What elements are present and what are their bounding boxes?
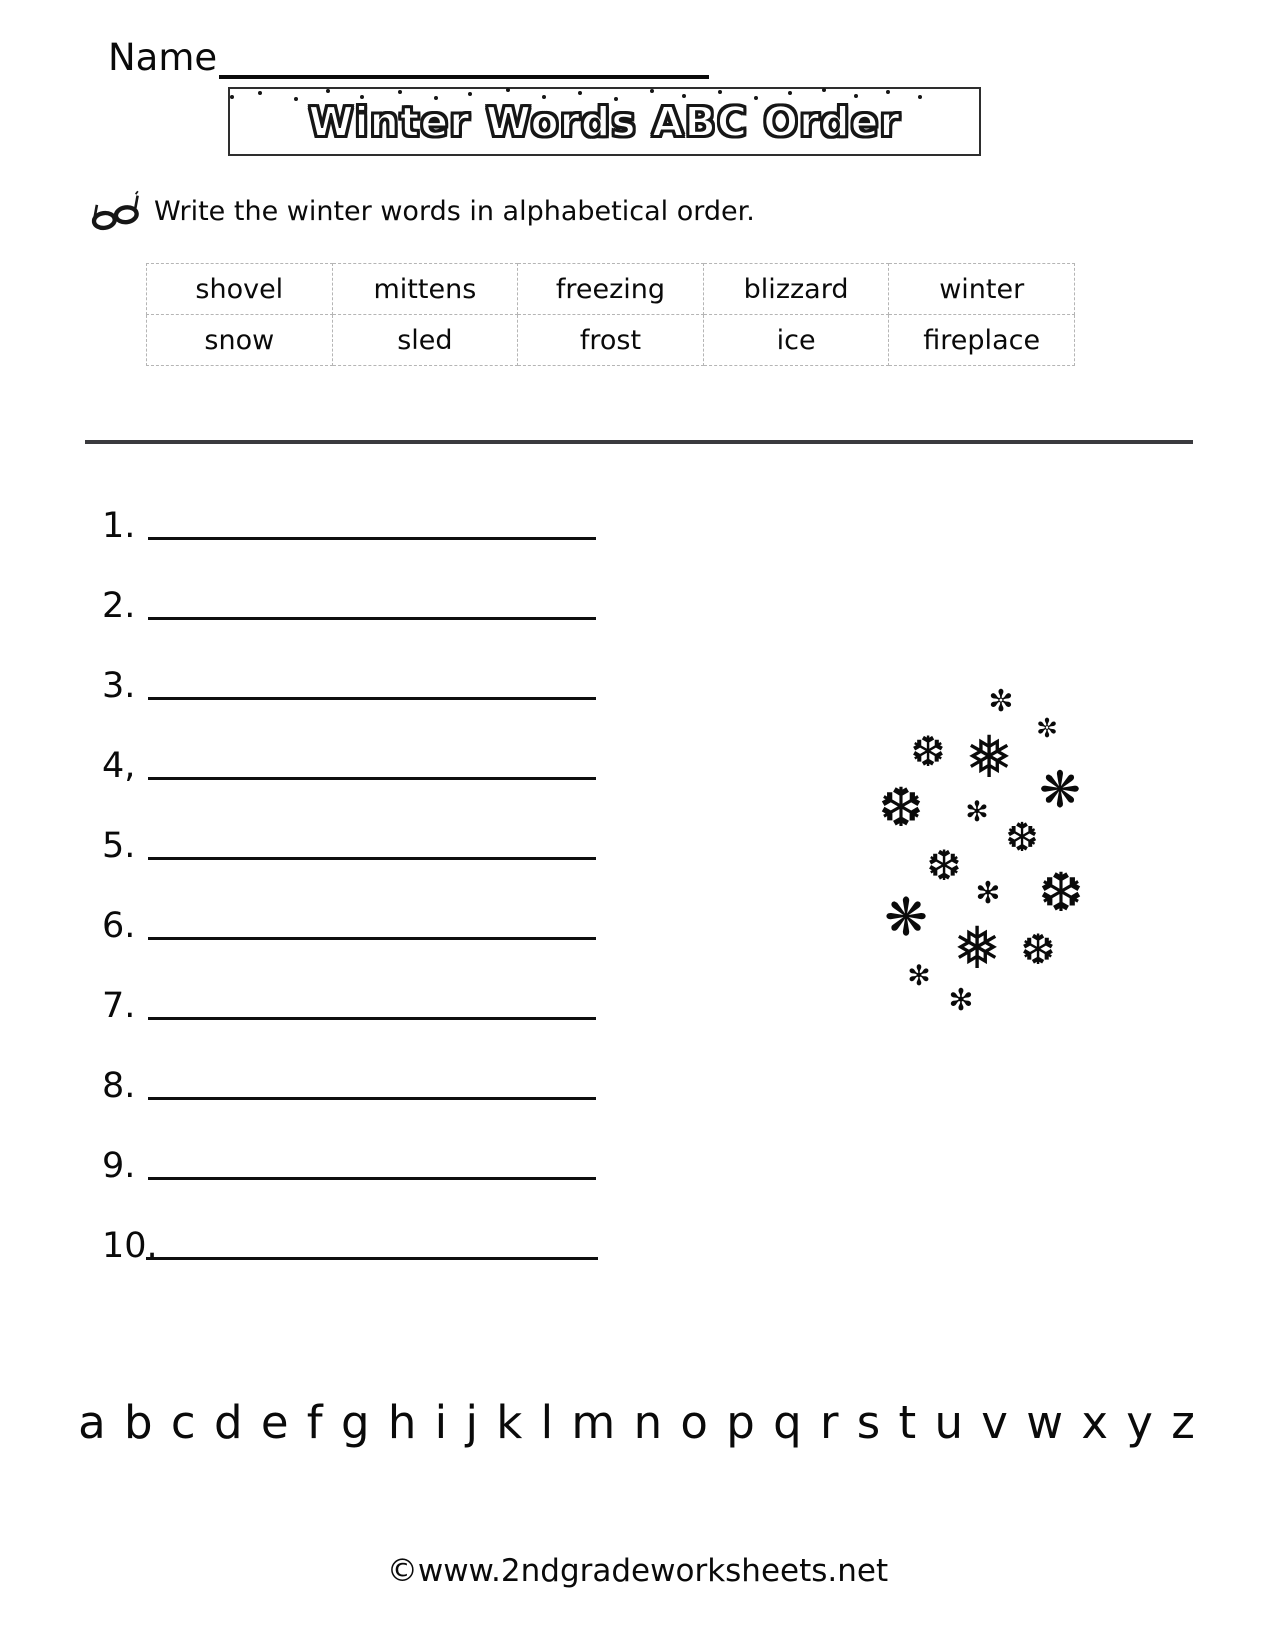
page-title: Winter Words ABC Order — [308, 97, 901, 146]
snow-speckles-decoration — [230, 95, 234, 99]
answer-blank-line[interactable] — [148, 697, 596, 700]
word-bank-row — [147, 315, 1075, 366]
answer-row-5 — [102, 804, 622, 866]
snowflake-cluster — [820, 640, 1100, 1030]
answer-row-7 — [102, 964, 622, 1026]
snowflake-icon: ✻ — [948, 983, 974, 1018]
snowflake-icon: ❋ — [884, 888, 928, 948]
answer-number: 8. — [102, 1066, 136, 1106]
answer-row-2 — [102, 564, 622, 626]
answer-row-1 — [102, 484, 622, 546]
word-cell: blizzard — [703, 264, 889, 315]
footer-credit: ©www.2ndgradeworksheets.net — [386, 1553, 889, 1589]
snowflake-icon: ❅ — [952, 914, 1002, 982]
answer-blank-line[interactable] — [148, 1017, 596, 1020]
word-cell: sled — [332, 315, 518, 366]
word-cell: mittens — [332, 264, 518, 315]
word-bank-table — [146, 263, 1075, 366]
snowflake-icon: ❆ — [1005, 815, 1039, 861]
word-cell: frost — [518, 315, 704, 366]
word-cell: shovel — [147, 264, 333, 315]
snowflake-icon: ❆ — [878, 776, 924, 839]
snowflake-icon: ✼ — [1036, 714, 1058, 744]
answer-row-3 — [102, 644, 622, 706]
answer-number: 1. — [102, 506, 136, 546]
snowflake-icon: ✻ — [965, 795, 989, 828]
answer-number: 3. — [102, 666, 136, 706]
answer-blank-line[interactable] — [148, 1177, 596, 1180]
snowflake-icon: ❆ — [1020, 925, 1056, 974]
alphabet-reference: a b c d e f g h i j k l m n o p q r s t u v w x y z — [78, 1396, 1197, 1449]
instruction-row — [90, 190, 755, 232]
answer-row-9 — [102, 1124, 622, 1186]
answer-blank-line[interactable] — [148, 777, 596, 780]
answer-number: 6. — [102, 906, 136, 946]
snowflake-icon: ❆ — [1038, 861, 1084, 924]
word-cell: fireplace — [889, 315, 1075, 366]
answer-blank-line[interactable] — [148, 617, 596, 620]
answer-blank-line[interactable] — [148, 857, 596, 860]
word-cell: winter — [889, 264, 1075, 315]
snowflake-icon: ❋ — [1039, 761, 1081, 819]
answer-blank-line[interactable] — [146, 1257, 598, 1260]
snowflake-icon: ❆ — [910, 727, 946, 776]
instruction-text: Write the winter words in alphabetical order. — [154, 195, 755, 227]
name-label: Name — [108, 36, 218, 79]
answer-number: 5. — [102, 826, 136, 866]
word-cell: freezing — [518, 264, 704, 315]
word-cell: ice — [703, 315, 889, 366]
answer-number: 4, — [102, 746, 136, 786]
answer-number: 10. — [102, 1226, 158, 1266]
glasses-icon — [90, 190, 142, 232]
answer-number: 9. — [102, 1146, 136, 1186]
word-cell: snow — [147, 315, 333, 366]
snowflake-icon: ✻ — [975, 876, 1001, 911]
answer-blank-line[interactable] — [148, 1097, 596, 1100]
snowflake-icon: ✻ — [907, 959, 931, 992]
answer-blank-line[interactable] — [148, 537, 596, 540]
answer-number: 7. — [102, 986, 136, 1026]
title-box — [228, 87, 981, 156]
snowflake-icon: ❆ — [926, 841, 962, 890]
name-row — [108, 38, 709, 79]
word-bank-row — [147, 264, 1075, 315]
answer-row-8 — [102, 1044, 622, 1106]
answer-number: 2. — [102, 586, 136, 626]
snowflake-icon: ❅ — [964, 723, 1014, 791]
name-blank-line[interactable] — [219, 39, 709, 79]
answer-row-10 — [102, 1204, 622, 1266]
answer-row-4 — [102, 724, 622, 786]
section-divider — [85, 440, 1193, 444]
answer-blank-line[interactable] — [148, 937, 596, 940]
answer-row-6 — [102, 884, 622, 946]
snowflake-icon: ✼ — [988, 684, 1014, 719]
